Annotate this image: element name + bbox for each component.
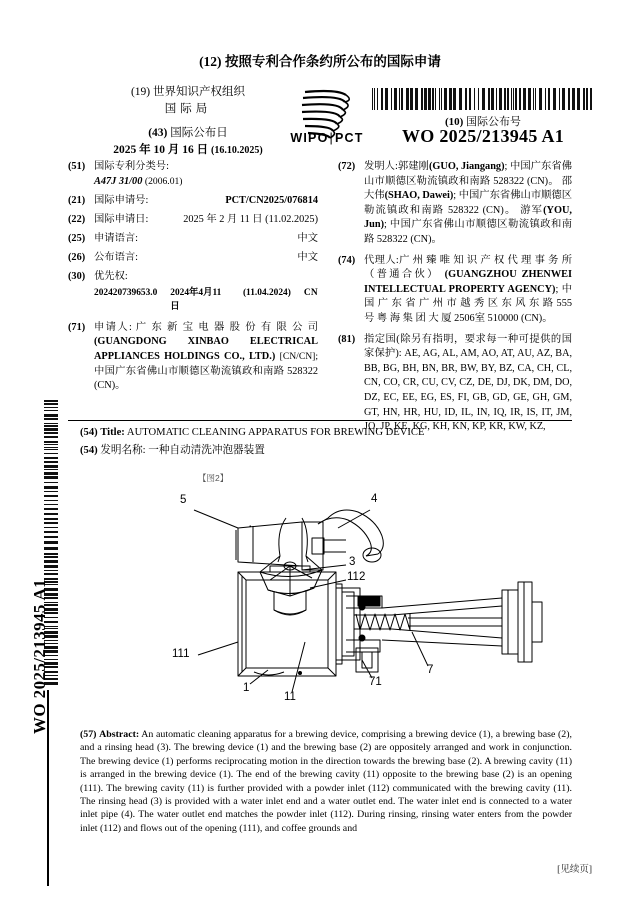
publication-date-cn: 2025 年 10 月 16 日 bbox=[113, 144, 209, 156]
publication-number-code: (10) bbox=[444, 116, 464, 128]
ref-numeral-5: 5 bbox=[180, 494, 187, 506]
field-agent-label: 代理人: bbox=[364, 254, 399, 266]
field-ipc-code: (51) bbox=[68, 161, 86, 172]
field-ipc bbox=[68, 160, 318, 189]
ref-numeral-4: 4 bbox=[371, 493, 378, 505]
field-filing-language-code: (25) bbox=[68, 232, 86, 244]
figure-label: 【图2】 bbox=[198, 473, 229, 483]
org-bureau: 国际局 bbox=[164, 103, 212, 115]
title-value-cn: 一种自动清洗冲泡器装置 bbox=[148, 445, 265, 456]
page-title bbox=[0, 50, 640, 70]
side-publication-number: WO 2025/213945 A1 bbox=[30, 578, 49, 734]
publication-date-value bbox=[98, 142, 278, 159]
inventor-2-address: ; 中国广东省佛山市顺德区勒流镇政和南路 528322 (CN)。 bbox=[364, 190, 573, 216]
field-application-number-label: 国际申请号: bbox=[94, 194, 149, 206]
abstract-code: (57) bbox=[80, 729, 97, 740]
field-applicant-nationality: [CN/CN]; bbox=[279, 351, 318, 363]
field-agent-address: ; 中 国 广 东 省 广 州 市 越 秀 区 东 风 东 路 555 号 粤 海 集 团 大 厦 2506室 510000 (CN)。 bbox=[364, 283, 572, 324]
field-application-number-code: (21) bbox=[68, 194, 86, 206]
field-priority-code: (30) bbox=[68, 271, 86, 283]
figure-drawing bbox=[150, 470, 550, 715]
publication-number-value: WO 2025/213945 A1 bbox=[401, 126, 565, 146]
inventor-3-name-cn: 游军 bbox=[520, 204, 544, 216]
publication-barcode bbox=[372, 88, 594, 110]
kind-title-text: 按照专利合作条约所公布的国际申请 bbox=[224, 54, 441, 69]
publication-date-label-text: 国际公布日 bbox=[170, 127, 228, 139]
title-key-cn: 发明名称: bbox=[100, 445, 146, 456]
field-priority-number: 202420739653.0 bbox=[94, 287, 158, 298]
title-code-cn: (54) bbox=[80, 445, 98, 456]
field-ipc-label: 国际专利分类号: bbox=[94, 161, 169, 172]
field-designated-states-label: 指定国(除另有指明，要求每一种可提供的国家保护): bbox=[364, 333, 572, 360]
title-code-en: (54) bbox=[80, 427, 98, 438]
field-ipc-value: A47J 31/00 bbox=[94, 175, 143, 187]
title-key-en: Title: bbox=[100, 427, 125, 438]
field-priority-country: CN bbox=[303, 287, 318, 298]
organization-block bbox=[98, 84, 278, 159]
inventor-1-address: ; 中国广东省佛山市顺德区勒流镇政和南路 528322 (CN)。 bbox=[364, 161, 572, 187]
divider-above-title bbox=[68, 420, 572, 421]
field-agent-name-en: (GUANGZHOU ZHENWEI INTELLECTUAL PROPERTY AGENCY) bbox=[364, 269, 572, 295]
wipo-word-left: WIPO bbox=[290, 131, 329, 145]
publication-date-label bbox=[98, 125, 278, 142]
field-agent bbox=[338, 254, 572, 327]
inventor-1-name-en: (GUO, Jiangang) bbox=[428, 161, 505, 172]
field-application-date bbox=[68, 213, 318, 228]
ref-numeral-71: 71 bbox=[369, 676, 382, 688]
field-inventors-label: 发明人: bbox=[364, 161, 398, 172]
ref-numeral-7: 7 bbox=[427, 664, 434, 676]
biblio-right-column bbox=[338, 160, 572, 439]
publication-number-label-text: 国际公布号 bbox=[466, 116, 522, 128]
field-designated-states-codes: AE, AG, AL, AM, AO, AT, AU, AZ, BA, BB, BG, BH, BN, BR, BW, BY, BZ, CA, CH, CL, CN, CO, CR, CU, CV, CZ, DE, DJ, DK, DM, DO, DZ, EC, EE, EG, ES, FI, GB, GD, GE, GH, GM, GT, HN, HR, HU, ID, IL, IN, IQ, IR, IS, IT, JM, JO, JP, KE, KG, KH, KN, KP, KR, KW, KZ, bbox=[364, 348, 572, 433]
inventor-2-name-cn: 邵大伟 bbox=[364, 175, 573, 202]
publication-date-iso: (16.10.2025) bbox=[211, 145, 263, 156]
ref-numeral-111: 111 bbox=[172, 648, 190, 660]
field-priority-iso: (11.04.2024) bbox=[242, 287, 291, 298]
field-agent-code: (74) bbox=[338, 254, 356, 266]
field-application-number bbox=[68, 194, 318, 209]
abstract-text: An automatic cleaning apparatus for a brewing device, comprising a brewing device (1), a brewing base (2), and a rinsing head (3). The brewing device (1) and the brewing base (2) are oppositely arranged and work in conjunction. The brewing device (1) performs reciprocating motion in the direction towards the brewing base (2). A brewing cavity (11) is arranged in the brewing device (1). The end of the brewing cavity (11) opposite to the brewing base (2) is an opening (111). The brewing cavity (11) is further provided with a powder inlet (112) communicated with the brewing cavity (11). The rinsing head (3) is provided with a water inlet end and a water outlet end. The water inlet end is connected to a water inlet pipe (4). The water outlet end matches the powder inlet (112). During rinsing, rinsing water enters from the powder inlet (112) and flows out of the opening (111), and coffee grounds and bbox=[80, 729, 572, 834]
field-application-date-value: 2025 年 2 月 11 日 (11.02.2025) bbox=[183, 213, 318, 225]
title-value-en: AUTOMATIC CLEANING APPARATUS FOR BREWING DEVICE bbox=[126, 427, 425, 438]
field-designated-states-code: (81) bbox=[338, 333, 356, 345]
field-filing-language-label: 申请语言: bbox=[94, 232, 139, 244]
ref-numeral-1: 1 bbox=[243, 682, 250, 694]
field-applicant-code: (71) bbox=[68, 321, 86, 333]
field-application-number-value: PCT/CN2025/076814 bbox=[225, 194, 318, 206]
field-filing-language bbox=[68, 232, 318, 247]
figure-svg bbox=[150, 470, 550, 715]
abstract-key: Abstract: bbox=[99, 729, 140, 740]
field-publication-language-code: (26) bbox=[68, 251, 86, 263]
field-applicant-name-cn: 广 东 新 宝 电 器 股 份 有 限 公 司 bbox=[135, 321, 318, 333]
field-applicant bbox=[68, 321, 318, 394]
inventor-2-name-en: (SHAO, Dawei) bbox=[384, 190, 454, 202]
ref-numeral-11: 11 bbox=[284, 691, 296, 703]
field-inventors-code: (72) bbox=[338, 161, 356, 172]
continued-note: [见续页] bbox=[557, 865, 592, 875]
inventor-1-name-cn: 郭建刚 bbox=[397, 161, 429, 172]
wipo-word-separator: | bbox=[329, 131, 334, 145]
title-english bbox=[80, 425, 572, 441]
kind-code: (12) bbox=[199, 54, 222, 69]
field-inventors bbox=[338, 160, 572, 248]
field-publication-language bbox=[68, 251, 318, 266]
field-publication-language-value: 中文 bbox=[297, 251, 318, 263]
field-ipc-version: (2006.01) bbox=[144, 175, 183, 187]
field-application-date-code: (22) bbox=[68, 213, 86, 225]
field-applicant-label: 申请人: bbox=[94, 321, 132, 333]
wipo-wordmark bbox=[277, 131, 377, 145]
field-agent-name-cn: 广 州 臻 唯 知 识 产 权 代 理 事 务 所（普通合伙） bbox=[364, 254, 572, 281]
ref-numeral-112: 112 bbox=[347, 571, 366, 583]
field-priority-date: 2024年4月11日 bbox=[170, 287, 222, 313]
inventor-3-name-en: (YOU, Jun) bbox=[364, 204, 573, 231]
abstract-block bbox=[80, 728, 572, 835]
publication-date-code: (43) bbox=[148, 127, 168, 139]
title-chinese bbox=[80, 443, 572, 459]
field-application-date-label: 国际申请日: bbox=[94, 213, 149, 225]
ref-numeral-3: 3 bbox=[349, 556, 356, 568]
field-applicant-address: 中国广东省佛山市顺德区勒流镇政和南路 528322 (CN)。 bbox=[94, 365, 318, 392]
field-applicant-name-en: (GUANGDONG XINBAO ELECTRICAL APPLIANCES HOLDINGS CO., LTD.) bbox=[94, 336, 318, 363]
field-publication-language-label: 公布语言: bbox=[94, 251, 139, 263]
wipo-word-right: PCT bbox=[334, 131, 364, 145]
org-code: (19) bbox=[130, 86, 151, 98]
inventor-3-address: ; 中国广东省佛山市顺德区勒流镇政和南路 528322 (CN)。 bbox=[364, 219, 572, 245]
org-name: 世界知识产权组织 bbox=[153, 86, 246, 98]
field-priority bbox=[68, 270, 318, 315]
biblio-left-column bbox=[68, 160, 318, 398]
field-priority-label: 优先权: bbox=[94, 271, 128, 283]
field-filing-language-value: 中文 bbox=[297, 232, 318, 244]
